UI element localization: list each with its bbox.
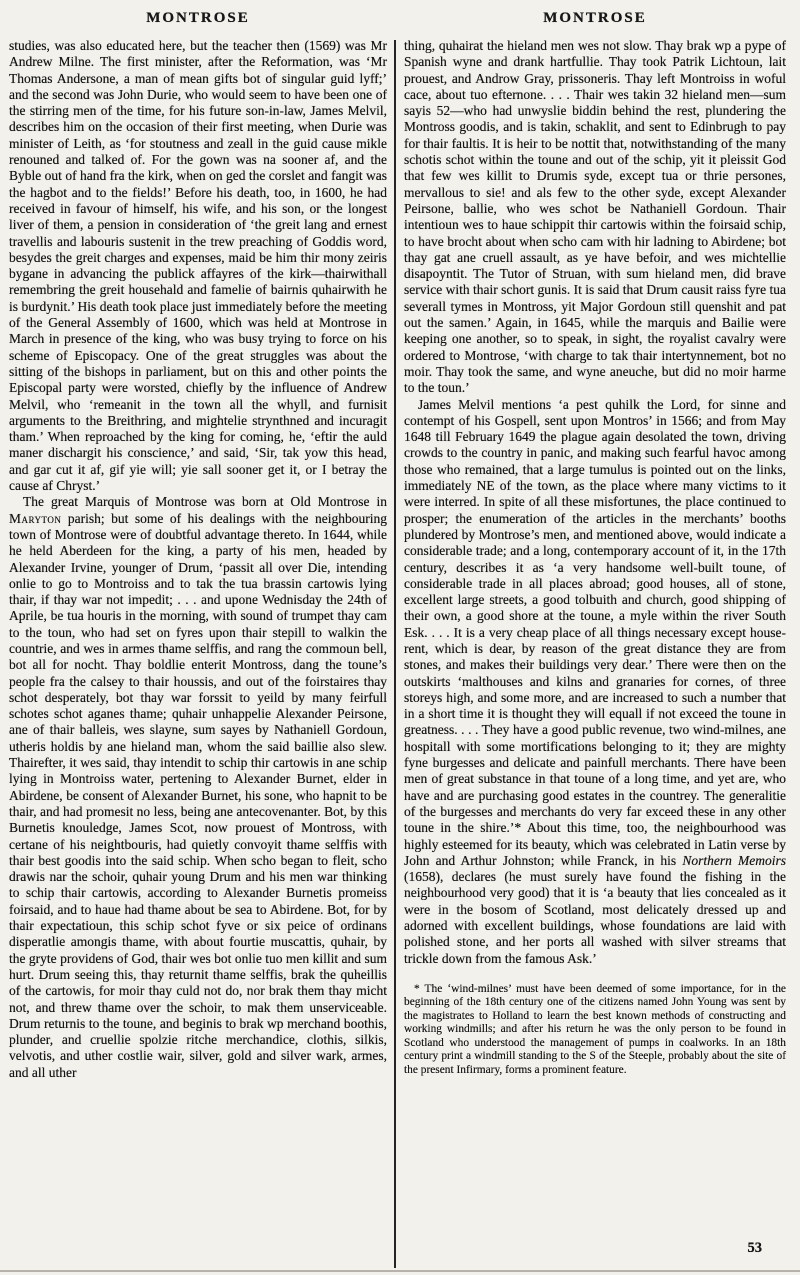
- text-segment: (1658), declares (he must surely have found the fishing in the neighbourhood very good) that it is ‘a beauty that lies concealed as it were in the bosom of Scotland, most delicately dressed up and adorned with excellent buildings, whose foundations are laid with polished stone, and her ports all washed with silver streams that trickle down from the famous Ask.’: [404, 869, 786, 966]
- left-column-text: [9, 38, 387, 1081]
- text-segment: thing, quhairat the hieland men wes not slow. Thay brak wp a pype of Spanish wyne and drank hartfullie. Thay took Patrik Lichtoun, lait prouest, and Androw Gray, prissoneris. Thay left Montroiss in woful cace, about tuo efternone. . . . Thair wes takin 32 hieland men—sum sayis 52—who had unwyslie biddin behind the rest, plundering the Montross goodis, and is takin, schaklit, and sent to Edinbrugh to pay for thair faultis. It is heir to be nottit that, notwithstanding of the many schotis schot within the toune and out of the schip, yit it pleissit God that few wes killit to Drumis syde, except tua or thrie persones, mervallous to sie! and als few to the other syde, except Alexander Peirsone, ballie, who wes schot be Nathaniell Gordoun. Thair intentioun wes to haue schippit thir cartowis within the foirsaid schip, to have brocht about when scho cam with hir ladning to Abirdene; bot thay gat ane cruell assault, as ye have befoir, and wes michtellie disapoyntit. The Tutor of Struan, with sum hieland men, did brave service with thair schort gunis. It is said that Drum causit raiss fyre tua severall tymes in Montross, yit Major Gordoun still quenshit and pat out the samen.’ Again, in 1645, while the marquis and Bailie were keeping one another, so to speak, in sight, the royalist cavalry were ordered to Montrose, ‘with charge to tak thair intertynnement, bot no moir. Thay took the same, and wyne aneuche, but did no moir harme to the toun.’: [404, 38, 786, 396]
- footnote: [404, 983, 786, 1078]
- paragraph: [404, 983, 786, 1078]
- text-segment: studies, was also educated here, but the teacher then (1569) was Mr Andrew Milne. The first minister, after the Reformation, was ‘Mr Thomas Andersone, a man of mean gifts bot of singular guid lyff;’ and the second was John Durie, who would seem to have been one of the stirring men of the time, for his future son-in-law, James Melvil, describes him on the occasion of their first meeting, when Durie was minister of Leith, as ‘for stoutness and zeall in the guid cause mikle renouned and talked of. For the gown was na sooner af, and the Byble out of hand fra the kirk, when on ged the corslet and fangit was the hagbot and to the fields!’ Before his death, too, in 1600, he had received in favour of himself, his wife, and his son, or the longest liver of them, a pension in consideration of ‘the greit lang and ernest travellis and labouris sustenit in the trew preaching of Goddis word, besydes the greit charges and expenses, maid be him thir mony zeiris bygane in advancing the publick affayres of the kirk—thairwithall remembring the greit househald and famelie of bairnis quhairwith he is burdynit.’ His death took place just immediately before the meeting of the General Assembly of 1600, which was held at Montrose in March in presence of the king, who was busy trying to force on his scheme of Episcopacy. One of the great struggles was about the sitting of the bishops in parliament, but on this and other points the Episcopal party were worsted, chiefly by the influence of Andrew Melvil, who ‘remeanit in the town all the whyll, and furnisit arguments to the Breithring, and mightelie strynthned and incuragit tham.’ When reproached by the king for coming, he, ‘eftir the auld maner dischargit his conscience,’ and said, ‘Sir, tak yow this head, and gar cut it af, gif yie will; yie sall sooner get it, or I betray the cause af Chryst.’: [9, 38, 387, 494]
- text-segment: James Melvil mentions ‘a pest quhilk the Lord, for sinne and contempt of his Gospell, sent upon Montros’ in 1566; and from May 1648 till February 1649 the plague again desolated the town, driving crowds to the country in panic, and making such fearful havoc among those who remained, that a large tumulus is pointed out on the links, immediately NE of the town, as the place where many victims to it were interred. In spite of all these misfortunes, the place continued to prosper; the enumeration of the articles in the merchants’ booths plundered by Montrose’s men, and mentioned above, would indicate a considerable trade; and a long, contemporary account of it, in the 17th century, describes it as ‘a very handsome well-built toune, of considerable trade in all places abroad; good houses, all of stone, excellent large streets, a good tolbuith and church, good shipping of their own, a good shore at the toune, a myle within the river South Esk. . . . It is a very cheap place of all things necessary except house-rent, which is dear, by reason of the great distance they are from stones, and makes their buildings very dear.’ There were then on the outskirts ‘malthouses and kilns and granaries for cornes, of three storeys high, and some more, and are increased to such a number that in a short time it is thought they will equall if not exceed the toune in greatness. . . . They have a good public revenue, two wind-milnes, ane hospitall with some mortifications belonging to it; they are mighty fyne burgesses and delicate and painfull merchants. There have been men of great substance in that toune of a long time, and yet are, who have and are purchasing good estates in the countrey. The generalitie of the burgesses and merchants do very far exceed these in any other toune in the shire.’* About this time, too, the neighbourhood was highly esteemed for its beauty, which was celebrated in Latin verse by John and Arthur Johnston; while Franck, in his: [404, 396, 786, 868]
- paragraph: [9, 38, 387, 494]
- paragraph: [404, 397, 786, 967]
- text-segment: * The ‘wind-milnes’ must have been deemed of some importance, for in the beginning of the 18th century one of the citizens named John Young was sent by the magistrates to Holland to learn the best known methods of constructing and working windmills; and after his return he was the only person to be found in Scotland who understood the management of pumps in coalworks. In an 18th century print a windmill standing to the S of the Steeple, probably about the site of the present Infirmary, forms a prominent feature.: [404, 982, 786, 1076]
- text-segment-smallcaps: Maryton: [9, 510, 62, 526]
- paragraph: [404, 38, 786, 397]
- running-head-right: MONTROSE: [543, 10, 647, 26]
- page-bottom-edge: [0, 1270, 800, 1272]
- running-head-left: MONTROSE: [146, 10, 250, 26]
- text-segment: parish; but some of his dealings with the neighbouring town of Montrose were of doubtful advantage thereto. In 1644, while he held Aberdeen for the king, a party of his men, headed by Alexander Irvine, younger of Drum, ‘passit all over Die, intending onlie to go to Montroiss and to tak the tua brassin cartowis lying thair, if thay war not impedit; . . . and upone Wednisday the 24th of Aprile, be tua houris in the morning, with sound of trumpet thay cam to the toun, who had set on fyres upon thair stepill to walkin the countrie, and wes in armes thame selffis, and rang the commoun bell, bot all for nocht. Thay boldlie enterit Montross, dang the toune’s people fra the calsey to thair houssis, and out of the foirstaires thay schot desperately, bot thay war forssit to yeild by many feirfull schotes schot aganes thame; quhair unhappelie Alexander Peirsone, ane of thair balleis, wes slayne, sum sayes by Nathaniell Gordoun, utheris holdis by ane hieland man, whom the said baillie also slew. Thairefter, it wes said, thay intendit to schip thir cartowis in ane schip lying in Montroiss water, pertening to Alexander Burnet, elder in Abirdene, be consent of Alexander Burnet, his sone, who hapnit to be thair, and had promesit no less, being ane antecovenanter. Bot, by this Burnetis knouledge, James Scot, now prouest of Montross, with certane of his neightbouris, had quietly convoyit thame selffis with thair best goodis into the said schip. When scho began to fleit, scho drawis nar the schoir, quhair young Drum and his men war thinking to schip thair cartowis, according to Alexander Burnetis promeiss foirsaid, and to haue had thame about be sea to Abirdene. Bot, for by thair expectatioun, this schip schot fyve or six peice of ordinans disperatlie amongis thame, with about fourtie muscattis, quhair, by the gryte providens of God, thair wes bot onlie tuo men killit and sum hurt. Drum seeing this, thay returnit thame selffis, brak the quheillis of the cartowis, for moir thay culd not do, nor brak them thay micht not, and threw thame over the schoir, to mak them unserviceable. Drum returnis to the toune, and beginis to brak wp merchand boothis, plunder, and cruellie spolzie ritche merchandice, clothis, silkis, velvotis, and uther costlie wair, silver, gold and silver wark, armes, and all uther: [9, 510, 387, 1080]
- text-segment-italic: Northern Memoirs: [682, 852, 786, 868]
- right-column-text: [404, 38, 786, 967]
- text-segment: The great Marquis of Montrose was born at Old Montrose in: [23, 494, 387, 510]
- paragraph: [9, 494, 387, 1081]
- page-number: 53: [747, 1240, 762, 1256]
- right-column: [404, 8, 786, 1077]
- column-divider-rule: [394, 40, 396, 1268]
- left-column: [9, 8, 387, 1081]
